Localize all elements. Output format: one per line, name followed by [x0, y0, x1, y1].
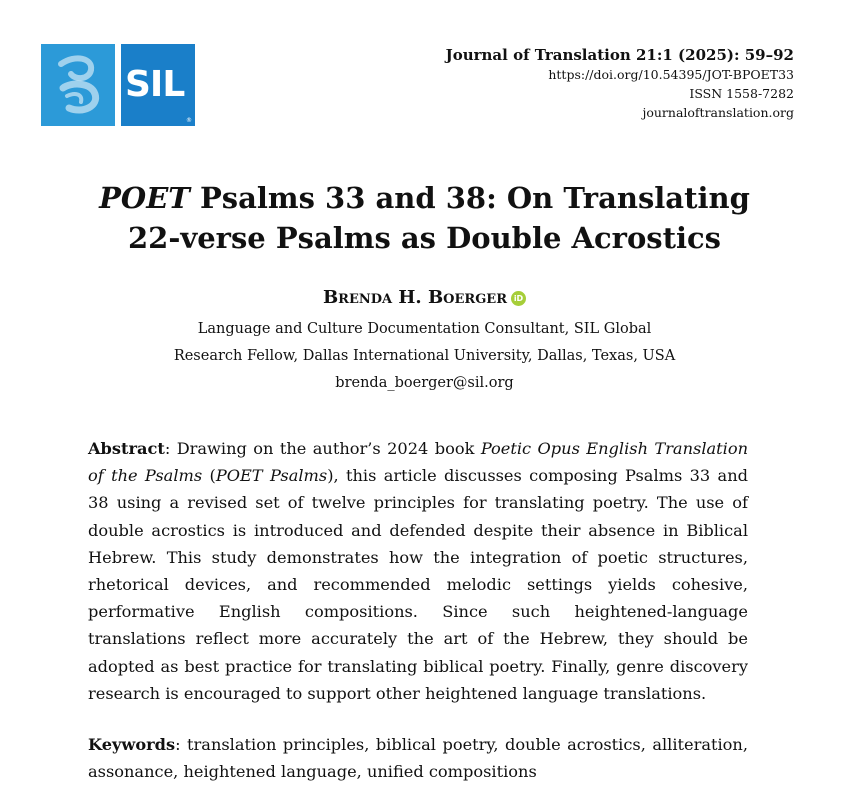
author-affiliations: [0, 316, 849, 397]
abstract-intro: : Drawing on the author’s 2024 book: [164, 439, 481, 458]
journal-website[interactable]: journaloftranslation.org: [642, 105, 794, 120]
affiliation-1: Language and Culture Documentation Consultant, SIL Global: [197, 321, 652, 337]
author-name: Brenda H. Boerger: [322, 287, 508, 308]
keywords-label: Keywords: [88, 735, 176, 754]
author-line: [0, 287, 849, 308]
affiliation-2: Research Fellow, Dallas International University, Dallas, Texas, USA: [173, 348, 676, 364]
abstract-paren: (: [202, 466, 216, 486]
calligraphic-glyph-icon: [41, 44, 115, 126]
publisher-logo: [41, 44, 195, 126]
journal-info: [446, 46, 794, 122]
author-email[interactable]: brenda_boerger@sil.org: [335, 375, 514, 391]
keywords: [88, 731, 748, 785]
title-italic: POET: [99, 181, 190, 215]
abstract-label: Abstract: [88, 439, 165, 458]
keywords-text: : translation principles, biblical poetry, double acrostics, alliteration, assonance, heightened language, unified compositions: [88, 735, 748, 782]
sil-logo: [121, 44, 195, 126]
orcid-icon[interactable]: iD: [511, 291, 526, 306]
abstract-short-title: POET Psalms: [215, 466, 328, 486]
registered-mark: ®: [186, 117, 192, 124]
journal-citation: Journal of Translation 21:1 (2025): 59–92: [445, 46, 794, 64]
abstract-body: ), this article discusses composing Psalms 33 and 38 using a revised set of twelve principles for translating poetry. The use of double acrostics is introduced and defended despite their absence in Biblical Hebrew. This study demonstrates how the integration of poetic structures, rhetorical devices, and recommended melodic settings yields cohesive, performative English compositions. Since such heightened-language translations reflect more accurately the art of the Hebrew, they should be adopted as best practice for translating biblical poetry. Finally, genre discovery research is encouraged to support other heightened language translations.: [88, 466, 748, 703]
article-title: [0, 178, 849, 258]
journal-issn: ISSN 1558-7282: [689, 86, 794, 101]
journal-doi[interactable]: https://doi.org/10.54395/JOT-BPOET33: [548, 67, 794, 82]
sil-logo-text: SIL: [125, 64, 185, 105]
abstract-book-title: Poetic Opus English Translation of the Psalms: [88, 439, 748, 486]
title-line-1: [0, 178, 849, 218]
abstract: [88, 435, 748, 707]
title-line-2: 22-verse Psalms as Double Acrostics: [127, 221, 722, 255]
title-rest-line-1: Psalms 33 and 38: On Translating: [189, 181, 750, 215]
